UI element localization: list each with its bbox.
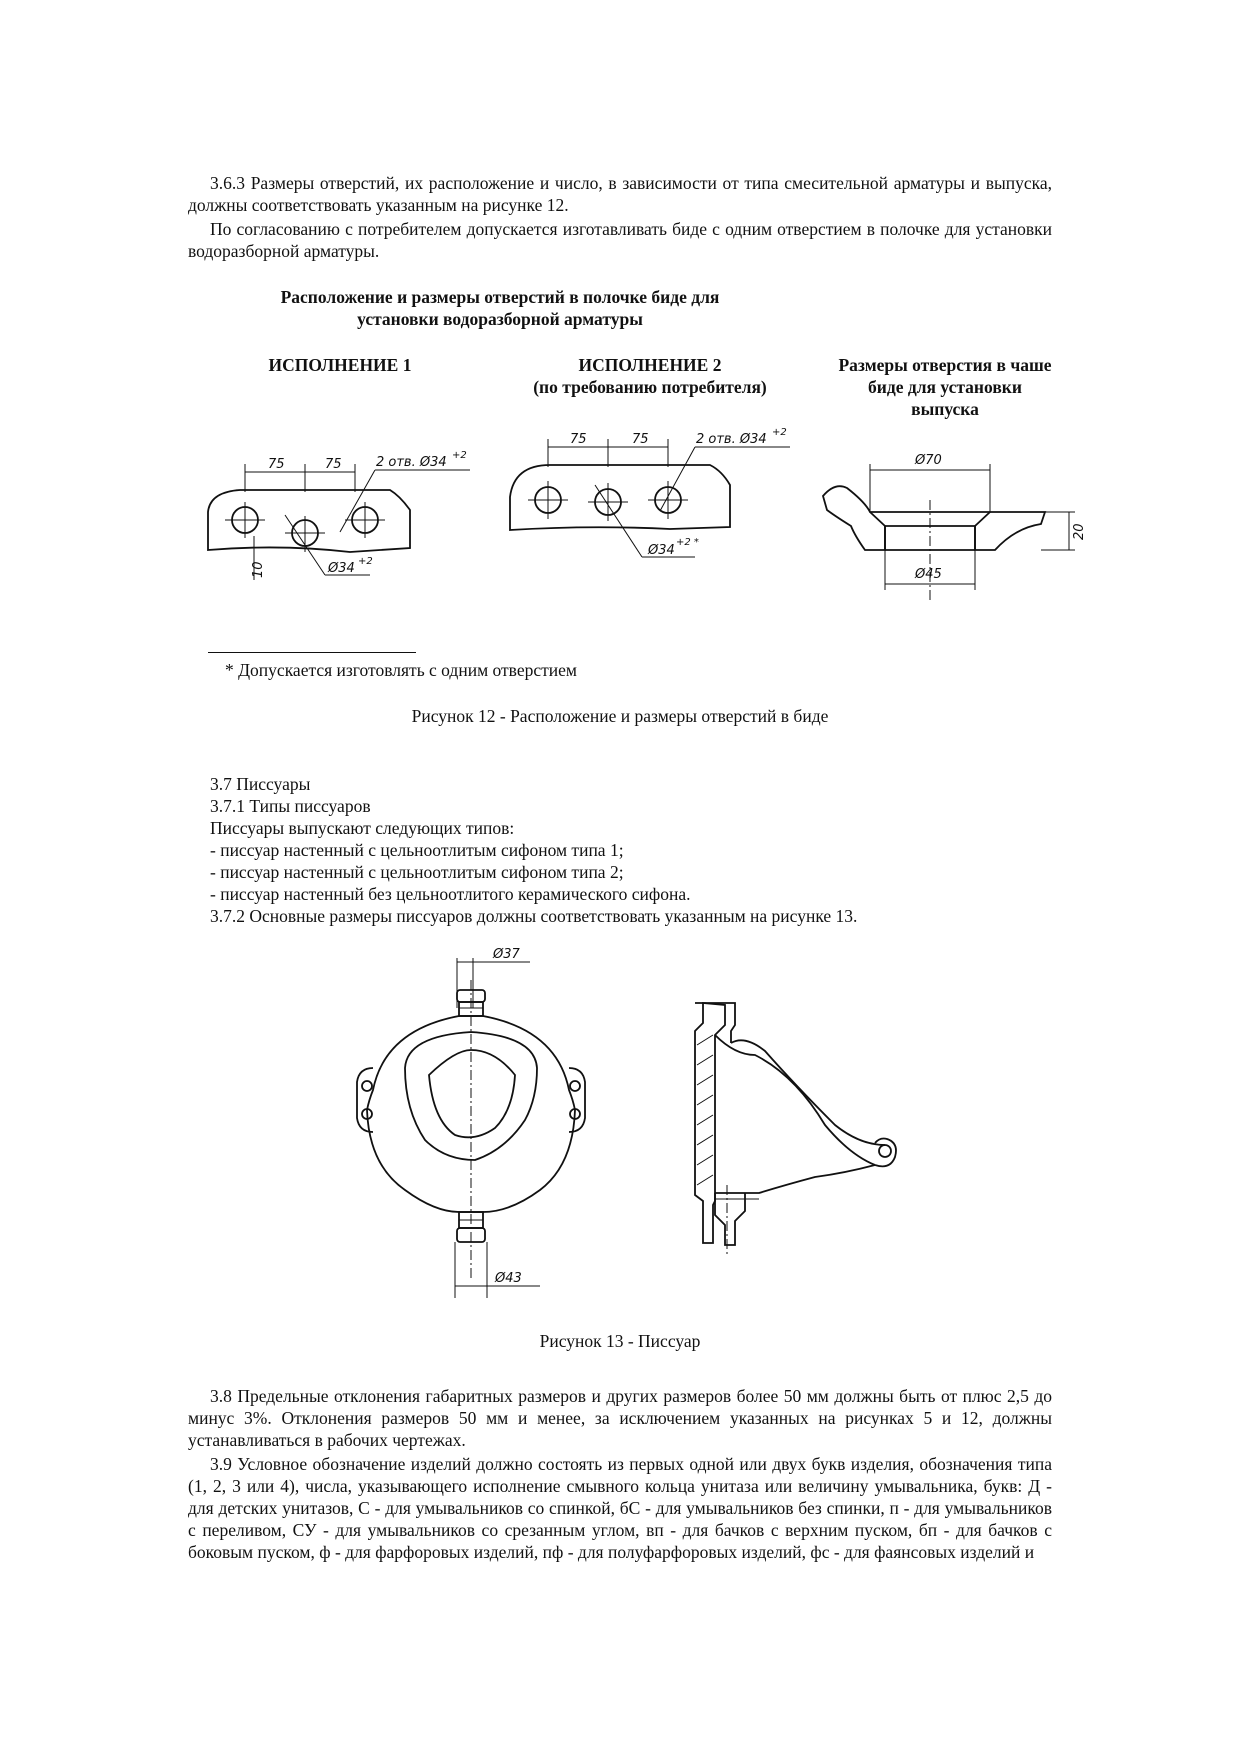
dim-d37: Ø37 xyxy=(493,947,520,962)
footnote: * Допускается изготовлять с одним отверстием xyxy=(225,660,577,680)
drawing-outlet xyxy=(815,440,1095,600)
dim-d45: Ø45 xyxy=(915,567,942,582)
drawing-urinal-section xyxy=(675,995,915,1275)
label-d34-star: Ø34 xyxy=(648,543,675,558)
label-2-holes-tol: +2 xyxy=(452,450,467,461)
dim-75-right-v2: 75 xyxy=(632,432,649,447)
figure12-heading-line1: Расположение и размеры отверстий в полочке биде для xyxy=(280,287,720,307)
paragraph-agreement: По согласованию с потребителем допускается изготавливать биде с одним отверстием в полочке для установки водоразборной арматуры. xyxy=(188,219,1052,261)
figure12-caption: Рисунок 12 - Расположение и размеры отверстий в биде xyxy=(411,706,829,726)
drawing-urinal-front xyxy=(345,947,605,1310)
dim-75-left-v2: 75 xyxy=(570,432,587,447)
section-3-7-line-3: - писсуар настенный с цельноотлитым сифоном типа 1; xyxy=(210,840,624,860)
section-3-7-line-2: Писсуары выпускают следующих типов: xyxy=(210,818,515,838)
footnote-rule xyxy=(208,652,416,653)
paragraph-3-8: 3.8 Предельные отклонения габаритных размеров и других размеров более 50 мм должны быть от плюс 2,5 до минус 3%. Отклонения размеров 50 мм и менее, за исключением указанных на рисунках 5 и 12, должны устанавливаться в рабочих чертежах. xyxy=(188,1386,1052,1450)
label-d34-tol: +2 xyxy=(358,556,373,567)
section-3-7-line-5: - писсуар настенный без цельноотлитого керамического сифона. xyxy=(210,884,691,904)
label-d34: Ø34 xyxy=(328,561,355,576)
paragraph-3-9: 3.9 Условное обозначение изделий должно состоять из первых одной или двух букв изделия, обозначения типа (1, 2, 3 или 4), числа, указывающего исполнение смывного кольца унитаза или величину умывальника, букв: Д - для детских унитазов, С - для умывальников со спинкой, бС - для умывальников без спинки, п - для умывальников с переливом, СУ - для умывальников со срезанным углом, вп - для бачков с верхним пуском, бп - для бачков с боковым пуском, ф - для фарфоровых изделий, пф - для полуфарфоровых изделий, фс - для фаянсовых изделий и xyxy=(188,1454,1052,1562)
figure13-caption: Рисунок 13 - Писсуар xyxy=(539,1331,701,1351)
section-3-7-line-4: - писсуар настенный с цельноотлитым сифоном типа 2; xyxy=(210,862,624,882)
label-d34-star-tol: +2 * xyxy=(676,537,699,548)
col2-title-line1: ИСПОЛНЕНИЕ 2 xyxy=(578,355,722,375)
dim-20: 20 xyxy=(1072,523,1087,540)
col3-title-line2: биде для установки xyxy=(868,377,1022,397)
drawing-variant1 xyxy=(200,440,490,600)
col3-title-line1: Размеры отверстия в чаше xyxy=(838,355,1052,375)
label-2-holes-d34-v2: 2 отв. Ø34 xyxy=(696,432,767,447)
dim-d70: Ø70 xyxy=(915,453,942,468)
dim-d43: Ø43 xyxy=(495,1271,522,1286)
dim-75-left: 75 xyxy=(268,457,285,472)
section-3-7-line-6: 3.7.2 Основные размеры писсуаров должны соответствовать указанным на рисунке 13. xyxy=(210,906,858,926)
dim-10: 10 xyxy=(251,561,266,578)
col1-title: ИСПОЛНЕНИЕ 1 xyxy=(268,355,412,375)
section-3-7-line-0: 3.7 Писсуары xyxy=(210,774,311,794)
figure12-heading-line2: установки водоразборной арматуры xyxy=(357,309,643,329)
dim-75-right: 75 xyxy=(325,457,342,472)
drawing-variant2 xyxy=(500,425,800,575)
paragraph-3-6-3: 3.6.3 Размеры отверстий, их расположение и число, в зависимости от типа смесительной арматуры и выпуска, должны соответствовать указанным на рисунке 12. xyxy=(188,173,1052,215)
section-3-7-line-1: 3.7.1 Типы писсуаров xyxy=(210,796,371,816)
label-2-holes-tol-v2: +2 xyxy=(772,427,787,438)
col2-title-line2: (по требованию потребителя) xyxy=(533,377,767,397)
col3-title-line3: выпуска xyxy=(911,399,979,419)
label-2-holes-d34: 2 отв. Ø34 xyxy=(376,455,447,470)
